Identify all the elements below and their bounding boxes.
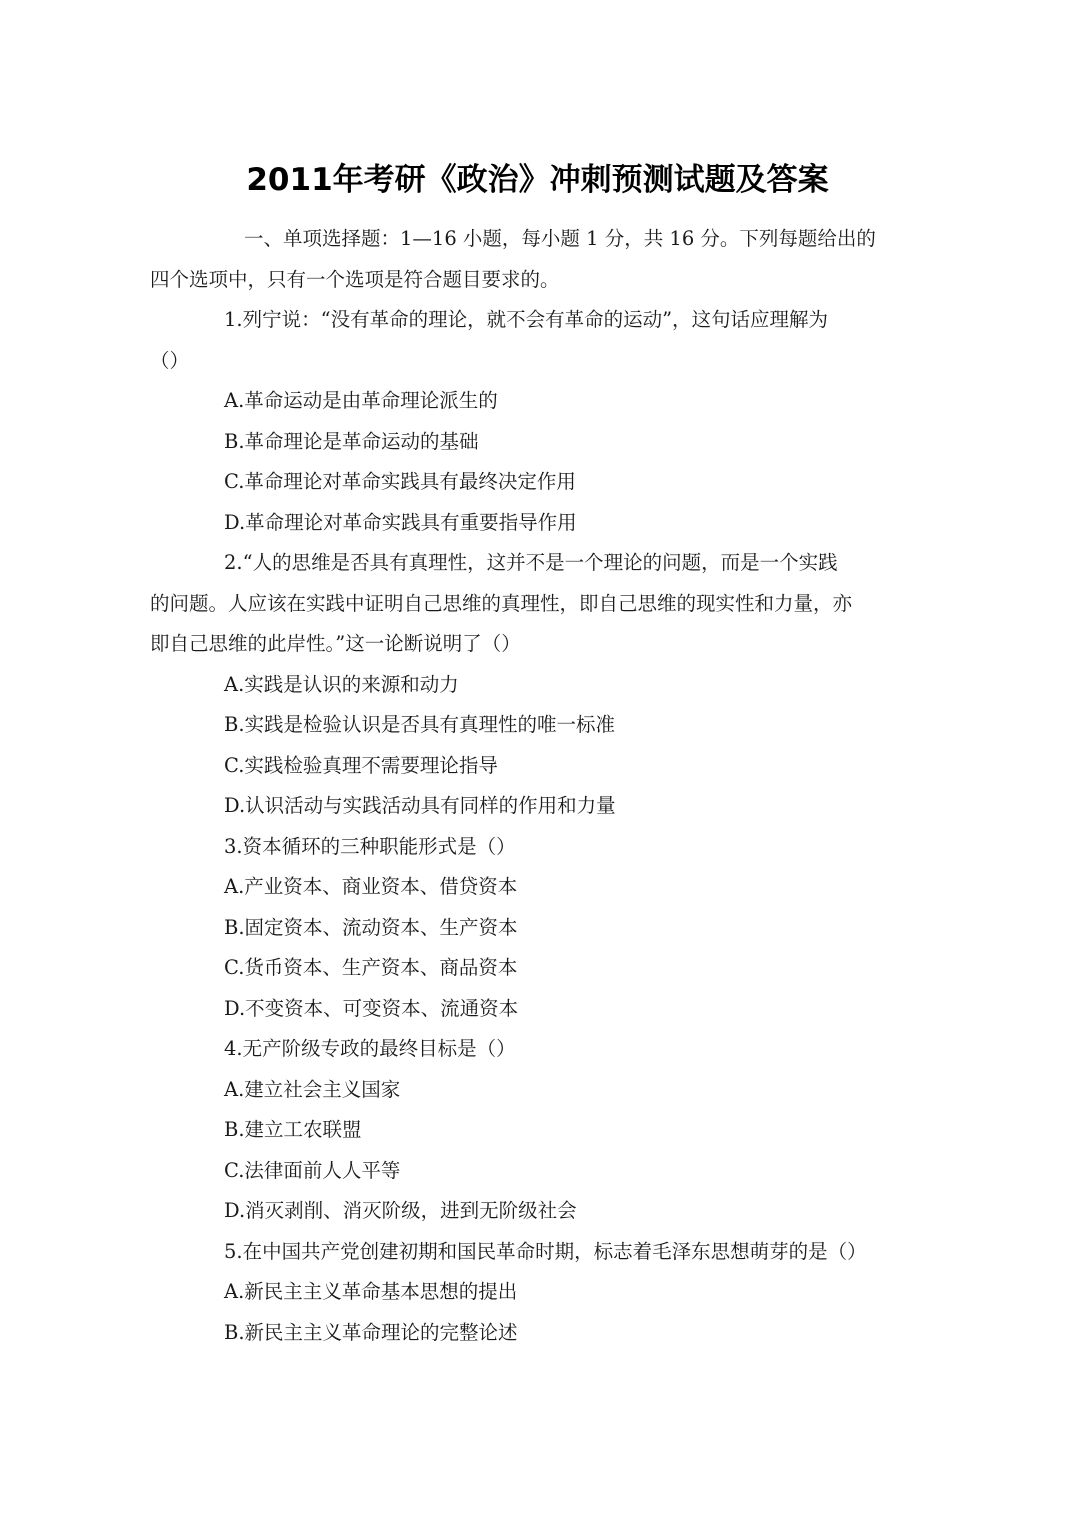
text-line: 5.在中国共产党创建初期和国民革命时期，标志着毛泽东思想萌芽的是（） bbox=[224, 1239, 867, 1263]
text-line: A.产业资本、商业资本、借贷资本 bbox=[224, 875, 518, 898]
text-line: 1.列宁说：“没有革命的理论，就不会有革命的运动”，这句话应理解为 bbox=[224, 308, 829, 331]
text-line: 四个选项中，只有一个选项是符合题目要求的。 bbox=[150, 267, 560, 291]
text-line: A.革命运动是由革命理论派生的 bbox=[224, 389, 498, 412]
text-line: B.固定资本、流动资本、生产资本 bbox=[224, 915, 518, 939]
text-line: D.认识活动与实践活动具有同样的作用和力量 bbox=[224, 794, 616, 817]
text-line: B.建立工农联盟 bbox=[224, 1118, 362, 1141]
text-line: A.实践是认识的来源和动力 bbox=[224, 672, 459, 696]
text-line: 一、单项选择题：1—16 小题，每小题 1 分，共 16 分。下列每题给出的 bbox=[244, 227, 876, 250]
text-line: 4.无产阶级专政的最终目标是（） bbox=[224, 1037, 516, 1060]
text-line: B.新民主主义革命理论的完整论述 bbox=[224, 1320, 518, 1344]
text-line: （） bbox=[150, 348, 190, 372]
document-title: 2011年考研《政治》冲刺预测试题及答案 bbox=[246, 162, 829, 198]
text-line: D.革命理论对革命实践具有重要指导作用 bbox=[224, 510, 577, 534]
text-line: C.实践检验真理不需要理论指导 bbox=[224, 753, 498, 777]
text-line: 2.“人的思维是否具有真理性，这并不是一个理论的问题，而是一个实践 bbox=[224, 551, 838, 574]
text-line: 的问题。人应该在实践中证明自己思维的真理性，即自己思维的现实性和力量，亦 bbox=[150, 591, 853, 615]
text-line: D.消灭剥削、消灭阶级，进到无阶级社会 bbox=[224, 1199, 577, 1222]
text-line: D.不变资本、可变资本、流通资本 bbox=[224, 996, 519, 1020]
text-line: A.建立社会主义国家 bbox=[224, 1077, 401, 1101]
document-body bbox=[150, 219, 940, 1353]
text-line: B.实践是检验认识是否具有真理性的唯一标准 bbox=[224, 713, 616, 736]
text-line: B.革命理论是革命运动的基础 bbox=[224, 429, 479, 453]
text-line: C.革命理论对革命实践具有最终决定作用 bbox=[224, 470, 576, 493]
text-line: A.新民主主义革命基本思想的提出 bbox=[224, 1280, 518, 1303]
text-line: 3.资本循环的三种职能形式是（） bbox=[224, 834, 516, 858]
text-line: C.法律面前人人平等 bbox=[224, 1158, 401, 1182]
text-line: C.货币资本、生产资本、商品资本 bbox=[224, 956, 518, 979]
text-line: 即自己思维的此岸性。”这一论断说明了（） bbox=[150, 632, 521, 655]
